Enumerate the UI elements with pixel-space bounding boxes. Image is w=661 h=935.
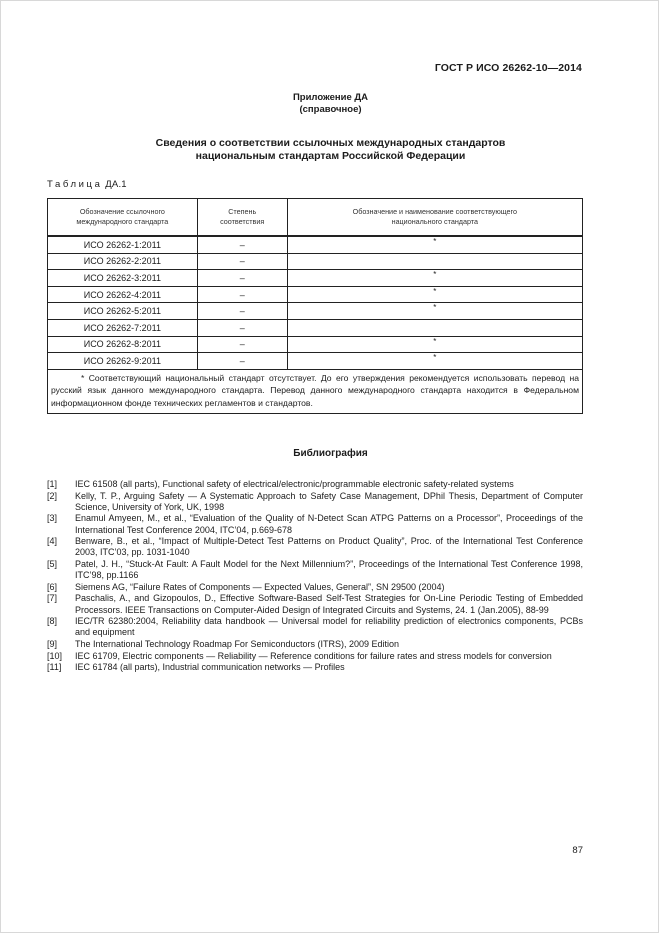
bibliography-item-text: The International Technology Roadmap For Semiconductors (ITRS), 2009 Edition xyxy=(75,638,400,649)
bibliography-item-number: [8] xyxy=(47,616,58,627)
column-header-degree xyxy=(197,199,287,237)
table-row xyxy=(48,336,583,353)
bibliography-item-text: Paschalis, A., and Gizopoulos, D., Effective Software-Based Self-Test Strategies for On-Line Periodic Testing of Embedded Processors. IEEE Transactions on Computer-Aided Design of Integrated Circuits and Systems, 24. 1 (Jan.2005), 88-99 xyxy=(75,593,583,615)
table-row xyxy=(48,253,583,270)
cell-reference: ИСО 26262-7:2011 xyxy=(48,319,198,336)
section-title-line1: Сведения о соответствии ссылочных международных стандартов xyxy=(155,137,506,149)
table-row xyxy=(48,286,583,303)
page-number: 87 xyxy=(572,845,583,856)
cell-national xyxy=(287,253,582,270)
bibliography-item-text: IEC 61709, Electric components — Reliability — Reference conditions for failure rates and stress models for conversion xyxy=(75,650,552,661)
bibliography-item-text: IEC 61784 (all parts), Industrial communication networks — Profiles xyxy=(75,662,345,673)
annex-heading xyxy=(0,92,661,116)
column-header-degree-line1: Степень xyxy=(228,207,257,216)
table-caption-label: Таблица xyxy=(47,179,103,190)
bibliography-item xyxy=(47,559,583,581)
bibliography-item xyxy=(47,536,583,558)
table-row xyxy=(48,319,583,336)
bibliography-item-number: [6] xyxy=(47,581,58,592)
cell-national: * xyxy=(287,353,582,370)
cell-degree: – xyxy=(197,336,287,353)
table-header-row xyxy=(48,199,583,237)
bibliography-item xyxy=(47,639,583,650)
bibliography-item-text: Patel, J. H., “Stuck-At Fault: A Fault Model for the Next Millennium?”, Proceedings of the International Test Conference 1998, ITC’98, pp.1166 xyxy=(75,558,583,581)
table-row xyxy=(48,303,583,320)
bibliography-item xyxy=(47,651,583,662)
cell-reference: ИСО 26262-4:2011 xyxy=(48,286,198,303)
section-title-line2: национальным стандартам Российской Федерации xyxy=(195,150,466,162)
cell-degree: – xyxy=(197,319,287,336)
bibliography-title: Библиография xyxy=(293,448,368,459)
bibliography-item-text: Benware, B., et al., “Impact of Multiple-Detect Test Patterns on Product Quality”, Proc. of the International Test Conference 2003, ITC’03, pp. 1031-1040 xyxy=(75,536,583,558)
bibliography-item xyxy=(47,616,583,638)
document-id: ГОСТ Р ИСО 26262-10—2014 xyxy=(434,62,582,74)
cell-reference: ИСО 26262-8:2011 xyxy=(48,336,198,353)
column-header-national xyxy=(287,199,582,237)
cell-national: * xyxy=(287,303,582,320)
bibliography-item xyxy=(47,593,583,615)
bibliography-item-number: [7] xyxy=(47,593,58,604)
table-row xyxy=(48,236,583,253)
cell-national xyxy=(287,319,582,336)
cell-national: * xyxy=(287,286,582,303)
cell-reference: ИСО 26262-3:2011 xyxy=(48,270,198,287)
table-caption xyxy=(47,179,127,190)
bibliography-item xyxy=(47,491,583,513)
cell-reference: ИСО 26262-5:2011 xyxy=(48,303,198,320)
cell-degree: – xyxy=(197,286,287,303)
bibliography-item-text: IEC/TR 62380:2004, Reliability data handbook — Universal model for reliability prediction of electronics components, PCBs and equipment xyxy=(75,616,583,638)
bibliography-item xyxy=(47,662,583,673)
bibliography-item-text: Kelly, T. P., Arguing Safety — A Systematic Approach to Safety Case Management, DPhil Thesis, Department of Computer Science, University of York, UK, 1998 xyxy=(75,490,583,512)
table-caption-number: ДА.1 xyxy=(105,179,127,190)
column-header-national-line2: национального стандарта xyxy=(391,217,479,226)
bibliography-item-text: IEC 61508 (all parts), Functional safety of electrical/electronic/programmable electronic safety-related systems xyxy=(75,479,514,489)
cell-reference: ИСО 26262-1:2011 xyxy=(48,236,198,253)
cell-national: * xyxy=(287,236,582,253)
bibliography-list xyxy=(47,479,583,674)
bibliography-item-number: [5] xyxy=(47,558,58,569)
table-row xyxy=(48,353,583,370)
bibliography-item-number: [3] xyxy=(47,513,58,524)
table-row xyxy=(48,270,583,287)
table-footnote-text: * Соответствующий национальный стандарт отсутствует. До его утверждения рекомендуется использовать перевод на русский язык данного международного стандарта. Перевод данного международного стандарта находится в Федеральном информационном фонде технических регламентов и стандартов. xyxy=(51,372,579,408)
section-title xyxy=(0,137,661,163)
bibliography-item-number: [11] xyxy=(47,662,62,673)
bibliography-item-text: Siemens AG, “Failure Rates of Components — Expected Values, General”, SN 29500 (2004) xyxy=(75,581,445,592)
annex-title: Приложение ДА xyxy=(292,92,369,103)
cell-degree: – xyxy=(197,253,287,270)
correspondence-table xyxy=(47,198,583,414)
bibliography-item-number: [9] xyxy=(47,638,58,649)
bibliography-item-text: Enamul Amyeen, M., et al., “Evaluation of the Quality of N-Detect Scan ATPG Patterns on a Processor”, Proceedings of the International Test Conference 2004, ITC’04, p.669-678 xyxy=(75,513,583,535)
cell-reference: ИСО 26262-2:2011 xyxy=(48,253,198,270)
column-header-national-line1: Обозначение и наименование соответствующего xyxy=(352,207,518,216)
bibliography-item-number: [4] xyxy=(47,536,58,547)
cell-degree: – xyxy=(197,270,287,287)
cell-national: * xyxy=(287,336,582,353)
table-footnote xyxy=(48,369,583,413)
column-header-degree-line2: соответствия xyxy=(220,217,265,226)
column-header-reference-line1: Обозначение ссылочного xyxy=(79,207,165,216)
bibliography-item-number: [1] xyxy=(47,479,58,489)
bibliography-item-number: [10] xyxy=(47,650,63,661)
bibliography-item xyxy=(47,479,583,490)
cell-degree: – xyxy=(197,303,287,320)
bibliography-item-number: [2] xyxy=(47,490,58,501)
cell-degree: – xyxy=(197,353,287,370)
cell-degree: – xyxy=(197,236,287,253)
bibliography-item xyxy=(47,582,583,593)
cell-reference: ИСО 26262-9:2011 xyxy=(48,353,198,370)
cell-national: * xyxy=(287,270,582,287)
bibliography-item xyxy=(47,513,583,535)
annex-subtitle: (справочное) xyxy=(299,104,362,115)
table-footnote-row xyxy=(48,369,583,413)
column-header-reference xyxy=(48,199,198,237)
column-header-reference-line2: международного стандарта xyxy=(76,217,169,226)
